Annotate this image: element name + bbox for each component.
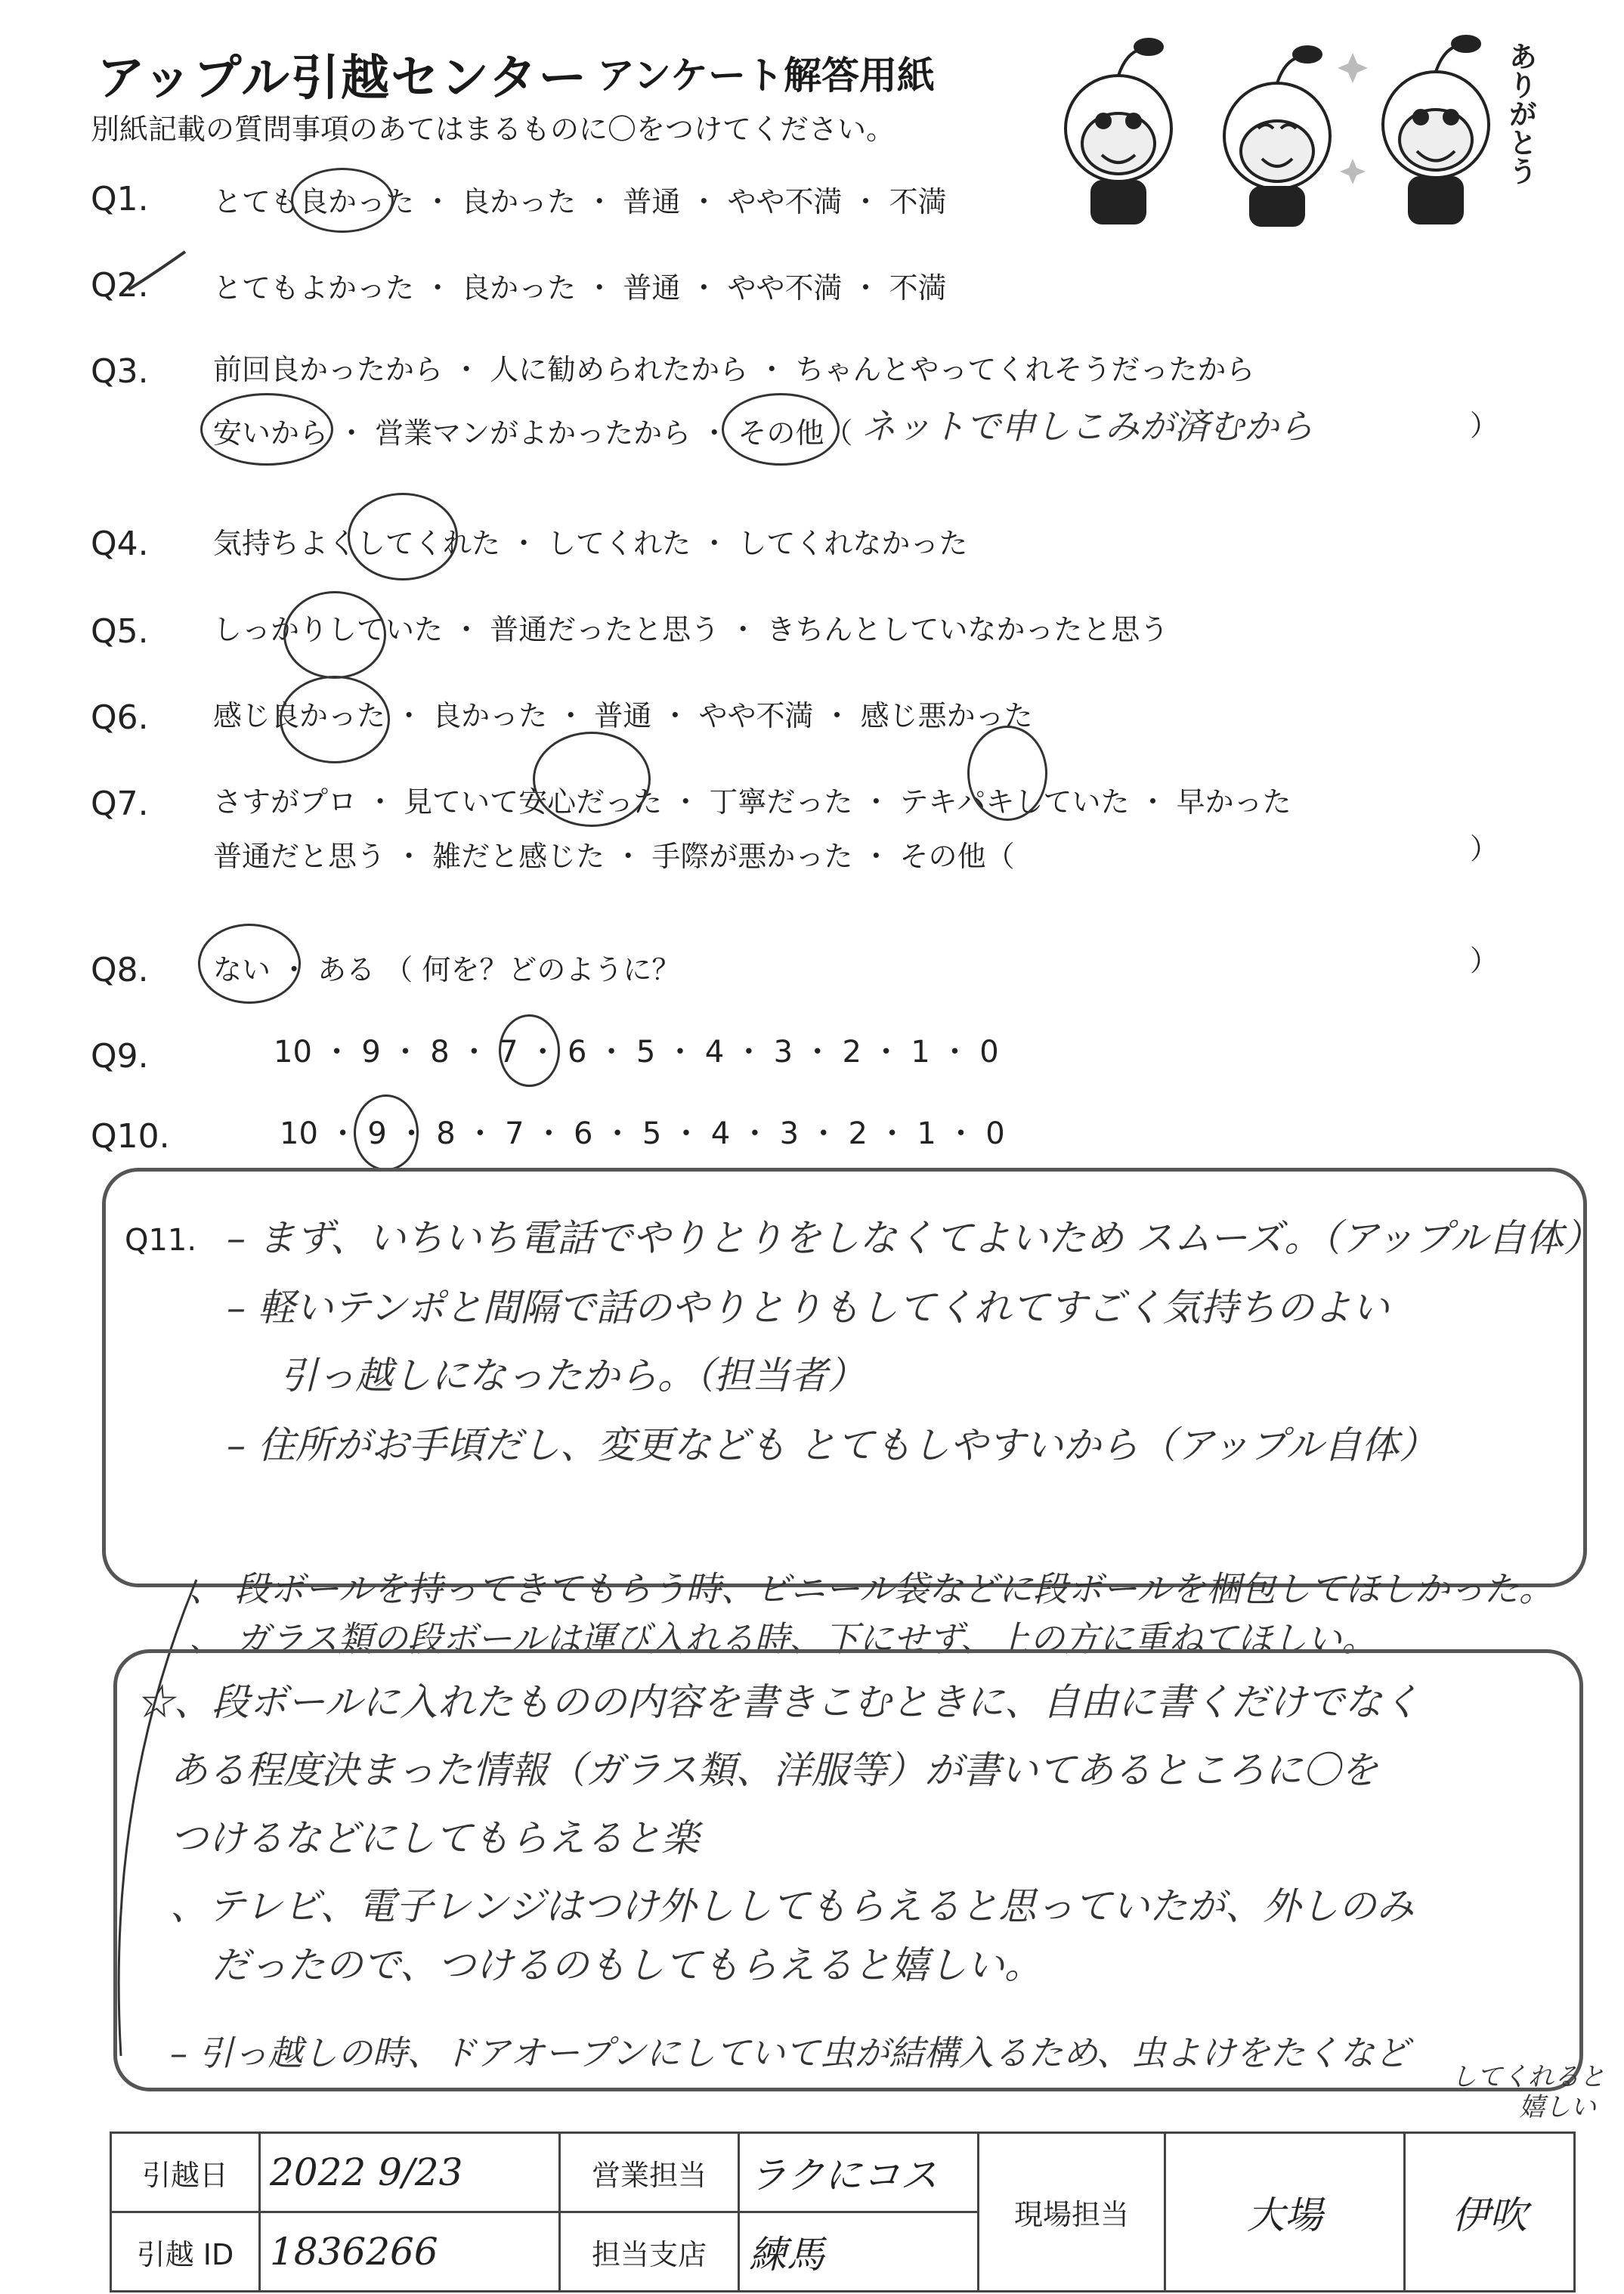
q7-options-line2: 普通だと思う ・ 雑だと感じた ・ 手際が悪かった ・ その他（ xyxy=(213,840,1015,873)
q4-label: Q4. xyxy=(91,525,149,563)
q4-options: 気持ちよくしてくれた ・ してくれた ・ してくれなかった xyxy=(213,527,968,560)
mascot-illustration xyxy=(1035,30,1564,234)
q1-options: とても良かった ・ 良かった ・ 普通 ・ やや不満 ・ 不満 xyxy=(213,185,947,218)
q6-label: Q6. xyxy=(91,698,149,737)
move-id-label: 引越 ID xyxy=(111,2212,260,2292)
q8-close-paren: ） xyxy=(1470,944,1499,977)
sales-label: 営業担当 xyxy=(560,2133,739,2212)
move-id-value: 1836266 xyxy=(260,2212,560,2292)
q3-answer-circle-2 xyxy=(722,393,840,466)
q3-close-paren: ） xyxy=(1470,409,1499,442)
company-name: アップル引越センター xyxy=(97,51,589,107)
q7-close-paren: ） xyxy=(1470,832,1499,865)
q11-extra-line-1: 、 段ボールを持ってきてもらう時、ビニール袋などに段ボールを梱包してほしかった。 xyxy=(189,1568,1554,1609)
request-line-6: – 引っ越しの時、ドアオープンにしていて虫が結構入るため、虫よけをたくなど xyxy=(170,2032,1409,2073)
q10-answer-circle xyxy=(354,1094,419,1171)
q3-answer-circle-1 xyxy=(200,393,333,466)
q2-label: Q2. xyxy=(91,266,149,305)
q11-line-3: 引っ越しになったから。（担当者） xyxy=(280,1354,865,1398)
q5-options: しっかりしていた ・ 普通だったと思う ・ きちんとしていなかったと思う xyxy=(213,613,1169,646)
q5-answer-circle xyxy=(283,591,386,679)
q3-other-text: ネットで申しこみが済むから xyxy=(861,406,1313,447)
sales-value: ラクにコス xyxy=(739,2133,979,2212)
request-trailing-1: してくれると xyxy=(1451,2062,1605,2092)
q11-line-4: – 住所がお手頃だし、変更なども とてもしやすいから（アップル自体） xyxy=(227,1423,1437,1467)
q2-checkmark xyxy=(125,248,193,308)
q11-extra-line-2: 、 ガラス類の段ボールは運び入れる時、下にせず、上の方に重ねてほしい。 xyxy=(189,1618,1377,1659)
site-value-1: 大場 xyxy=(1165,2133,1405,2292)
q11-line-1: – まず、いちいち電話でやりとりをしなくてよいため スムーズ。（アップル自体） xyxy=(227,1216,1601,1260)
request-line-2: ある程度決まった情報（ガラス類、洋服等）が書いてあるところに〇を xyxy=(170,1748,1378,1792)
move-date-label: 引越日 xyxy=(111,2133,260,2212)
site-value-2: 伊吹 xyxy=(1405,2133,1575,2292)
footer-table xyxy=(110,2131,1576,2292)
q6-options: 感じ良かった ・ 良かった ・ 普通 ・ やや不満 ・ 感じ悪かった xyxy=(213,699,1033,732)
site-label: 現場担当 xyxy=(979,2133,1165,2292)
q7-options-line1: さすがプロ ・ 見ていて安心だった ・ 丁寧だった ・ テキパキしていた ・ 早かった xyxy=(213,785,1291,819)
q9-scale: 10 ・ 9 ・ 8 ・ 7 ・ 6 ・ 5 ・ 4 ・ 3 ・ 2 ・ 1 ・ 0 xyxy=(274,1035,999,1070)
q9-label: Q9. xyxy=(91,1037,149,1076)
q2-options: とてもよかった ・ 良かった ・ 普通 ・ やや不満 ・ 不満 xyxy=(213,271,947,305)
q10-scale: 10 ・ 9 ・ 8 ・ 7 ・ 6 ・ 5 ・ 4 ・ 3 ・ 2 ・ 1 ・ 0 xyxy=(280,1116,1005,1151)
q6-answer-circle xyxy=(280,676,390,763)
q11-line-2: – 軽いテンポと間隔で話のやりとりもしてくれてすごく気持ちのよい xyxy=(227,1286,1390,1330)
request-line-1: ☆、段ボールに入れたものの内容を書きこむときに、自由に書くだけでなく xyxy=(136,1680,1420,1724)
form-title: アンケート解答用紙 xyxy=(597,54,935,98)
move-date-value: 2022 9/23 xyxy=(260,2133,560,2212)
q3-options-line2: 安いから ・ 営業マンがよかったから ・ その他（ xyxy=(213,416,853,450)
q5-label: Q5. xyxy=(91,612,149,651)
q9-answer-circle xyxy=(499,1014,560,1087)
q4-answer-circle xyxy=(348,493,458,580)
q7-answer-circle-1 xyxy=(533,732,651,827)
q11-label: Q11. xyxy=(125,1223,197,1258)
q1-label: Q1. xyxy=(91,180,149,218)
instruction: 別紙記載の質問事項のあてはまるものに〇をつけてください。 xyxy=(91,113,896,146)
q8-answer-circle xyxy=(198,924,301,1004)
q3-label: Q3. xyxy=(91,352,149,391)
q7-answer-circle-2 xyxy=(967,726,1047,821)
q7-label: Q7. xyxy=(91,785,149,823)
request-trailing-2: 嬉しい xyxy=(1519,2092,1596,2122)
q3-options-line1: 前回良かったから ・ 人に勧められたから ・ ちゃんとやってくれそうだったから xyxy=(213,353,1255,386)
mascot-caption: ありがとう xyxy=(1504,42,1537,185)
request-line-3: つけるなどにしてもらえると楽 xyxy=(170,1816,699,1860)
q1-answer-circle xyxy=(291,168,394,233)
request-line-5: だったので、つけるのもしてもらえると嬉しい。 xyxy=(212,1943,1042,1987)
branch-value: 練馬 xyxy=(739,2212,979,2292)
q10-label: Q10. xyxy=(91,1117,170,1156)
branch-label: 担当支店 xyxy=(560,2212,739,2292)
q8-label: Q8. xyxy=(91,951,149,989)
request-line-4: 、テレビ、電子レンジはつけ外ししてもらえると思っていたが、外しのみ xyxy=(170,1884,1414,1928)
q8-options: ない ・ ある （ 何を？どのように？ xyxy=(213,953,681,986)
